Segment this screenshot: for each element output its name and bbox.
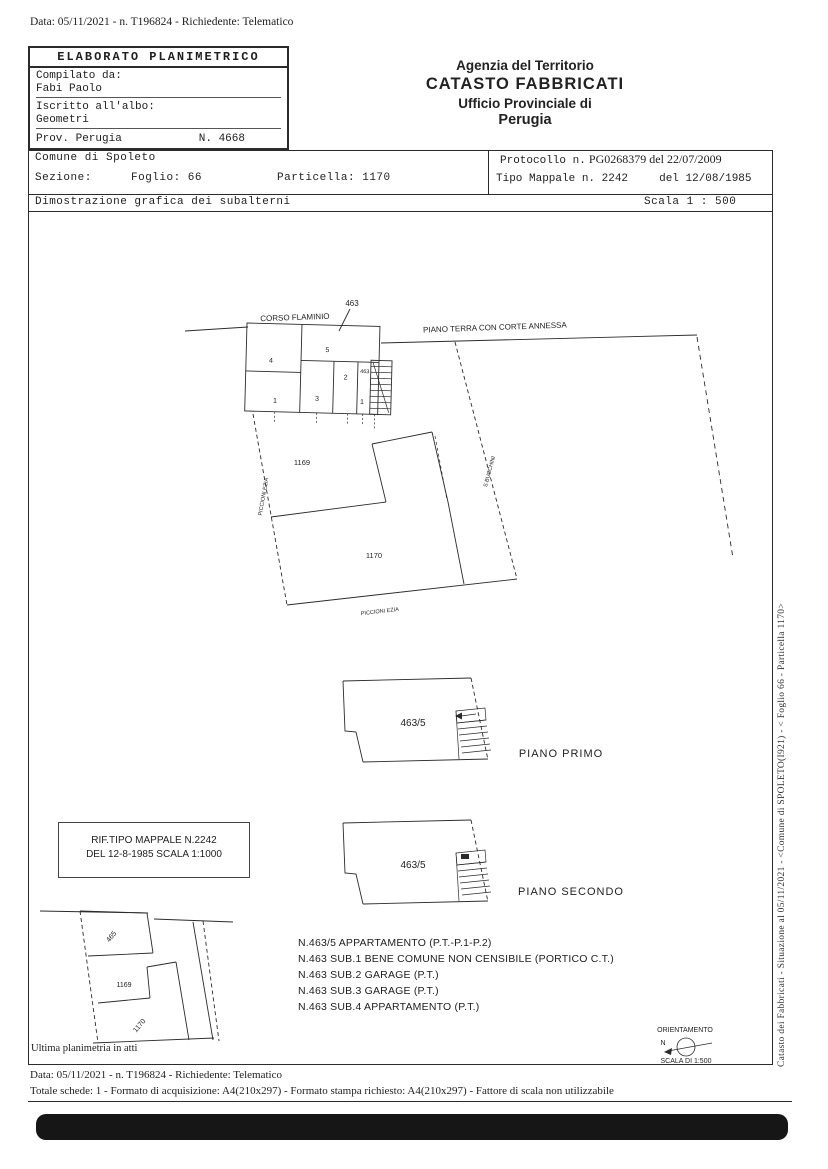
parcel-boundary-east (455, 342, 517, 579)
agency-line2: CATASTO FABBRICATI (425, 75, 625, 93)
mm-east-dashed (203, 921, 219, 1041)
room-4-label: 4 (268, 357, 274, 365)
agency-heading (400, 58, 650, 128)
rif-line1: RIF.TIPO MAPPALE N.2242 (91, 835, 217, 846)
parcel-1169-south (271, 502, 386, 517)
subalterni-list (298, 935, 614, 1015)
mm-1170-label: 1170 (132, 1018, 148, 1035)
agency-line4: Perugia (498, 112, 552, 128)
parcel-1170-label: 1170 (365, 551, 383, 560)
building-463 (244, 323, 393, 429)
prov-label: Prov. Perugia (36, 133, 122, 145)
owner-east-label: S.BUCCHINI (483, 455, 498, 488)
building-number-label: 463 (345, 299, 359, 308)
mm-west-dashed (80, 911, 98, 1043)
subtitle: Dimostrazione grafica dei subalterni (35, 196, 291, 208)
rif-line2: DEL 12-8-1985 SCALA 1:1000 (86, 849, 222, 860)
ultima-planimetria-caption: Ultima planimetria in atti (31, 1043, 138, 1054)
mappale-label: Tipo Mappale n. 2242 (496, 173, 629, 185)
protocol-line1 (500, 152, 722, 167)
pp-stair-left (456, 711, 459, 759)
pp-top (343, 678, 471, 681)
piano-secondo-plan (343, 820, 491, 904)
subalterno-item: N.463 SUB.1 BENE COMUNE NON CENSIBILE (PORTICO C.T.) (298, 953, 614, 965)
room-1b-label: 1 (359, 398, 365, 407)
ps-stair-left (456, 853, 459, 901)
orientation-title: ORIENTAMENTO (657, 1027, 713, 1034)
north-label: N (660, 1040, 666, 1047)
piano-primo-caption: PIANO PRIMO (518, 748, 604, 760)
corte-east-boundary (697, 337, 733, 558)
stair-463-label: 463 (360, 368, 370, 376)
elaborato-box (28, 46, 289, 150)
corte-line (381, 335, 697, 343)
mm-footprint (147, 962, 189, 1040)
agency-line1: Agenzia del Territorio (456, 58, 594, 73)
mini-map (40, 911, 233, 1043)
ps-top (343, 820, 471, 823)
agency-line3: Ufficio Provinciale di (458, 96, 592, 111)
foglio: Foglio: 66 (131, 172, 203, 184)
owner-south-label: PICCIONI EZIA (360, 606, 400, 618)
orientation-scale: SCALA DI 1:500 (660, 1058, 712, 1065)
subalterno-item: N.463/5 APPARTAMENTO (P.T.-P.1-P.2) (298, 937, 492, 949)
stair-cut-line (372, 362, 390, 412)
compass-circle (677, 1038, 695, 1056)
bottom-black-bar (36, 1114, 788, 1140)
protocol-date: del 22/07/2009 (649, 152, 722, 166)
room-1a-label: 1 (272, 397, 278, 405)
parcel-labels (258, 455, 497, 617)
rif-tipo-mappale-box (58, 822, 250, 878)
compass-arrowhead-icon (664, 1048, 672, 1055)
street-line (185, 327, 248, 331)
footer-rule (28, 1101, 792, 1102)
owner-west-label: PICCIONI EZIA (257, 477, 271, 517)
particella: Particella: 1170 (277, 172, 391, 184)
protocol-label: Protocollo n. (500, 155, 586, 167)
footprint-inner-dashed (435, 436, 447, 500)
footer-line1: Data: 05/11/2021 - n. T196824 - Richiedente: Telematico (30, 1069, 282, 1081)
request-line: Data: 05/11/2021 - n. T196824 - Richiedente: Telematico (30, 16, 294, 28)
mm-1169-label: 1169 (116, 982, 132, 989)
pp-right-dashed (471, 678, 488, 760)
subalterno-item: N.463 SUB.3 GARAGE (P.T.) (298, 985, 439, 997)
pp-unit-label: 463/5 (400, 718, 426, 729)
pp-left (343, 681, 363, 762)
mm-465-label: 465 (105, 930, 119, 944)
elaborato-title: ELABORATO PLANIMETRICO (30, 48, 287, 68)
ground-floor-plan (185, 299, 733, 558)
compilato-value: Fabi Paolo (36, 83, 281, 98)
orientation-block (657, 1027, 713, 1065)
ps-right-dashed (471, 820, 488, 902)
protocol-line2 (496, 172, 752, 185)
mm-1169-south (98, 998, 150, 1003)
scala: Scala 1 : 500 (644, 196, 737, 208)
ps-stairs (456, 850, 491, 901)
parcel-boundary-south (287, 579, 517, 605)
footer-line2: Totale schede: 1 - Formato di acquisizione: A4(210x297) - Formato stampa richiesto: A4(210x297) - Fattore di scala non utilizzabile (30, 1085, 614, 1097)
sidebar-reference-text: Catasto dei Fabbricati - Situazione al 05/11/2021 - <Comune di SPOLETO(I921) - < Foglio 66 - Particella 1170> (777, 603, 787, 1067)
mm-east-solid (193, 922, 213, 1040)
protocol-value: PG0268379 (588, 152, 647, 166)
sezione-label: Sezione: (35, 172, 92, 184)
piano-secondo-caption: PIANO SECONDO (518, 886, 624, 898)
street-label: CORSO FLAMINIO (260, 311, 330, 324)
building-number-leader (339, 309, 350, 331)
pp-stair-arrow-line (461, 714, 476, 716)
protocol-divider (488, 150, 489, 195)
ps-unit-label: 463/5 (400, 860, 426, 871)
room-3-label: 3 (314, 395, 320, 403)
room-labels (268, 346, 370, 408)
prov-number: N. 4668 (198, 133, 245, 145)
ps-bottom (363, 901, 488, 904)
parcel-map (253, 342, 517, 617)
comune: Comune di Spoleto (35, 152, 156, 164)
albo-label: Iscritto all'albo: (36, 101, 155, 113)
mappale-date: del 12/08/1985 (659, 173, 752, 185)
stairs-ground (370, 360, 392, 415)
ps-left (343, 823, 363, 904)
building-footprint (372, 432, 464, 584)
subalterno-item: N.463 SUB.2 GARAGE (P.T.) (298, 969, 439, 981)
mm-labels (105, 930, 147, 1034)
compass-needle (668, 1043, 712, 1051)
corte-caption: PIANO TERRA CON CORTE ANNESSA (422, 320, 567, 335)
piano-primo-plan (343, 678, 491, 762)
room-5-label: 5 (325, 347, 330, 355)
room-2-label: 2 (343, 374, 348, 382)
pp-stairs (455, 708, 491, 759)
subalterno-item: N.463 SUB.4 APPARTAMENTO (P.T.) (298, 1001, 480, 1013)
ps-landing-mark (461, 854, 469, 859)
albo-value: Geometri (36, 114, 281, 129)
parcel-1169-label: 1169 (293, 458, 311, 467)
compilato-label: Compilato da: (36, 70, 122, 82)
pp-bottom (363, 759, 488, 762)
